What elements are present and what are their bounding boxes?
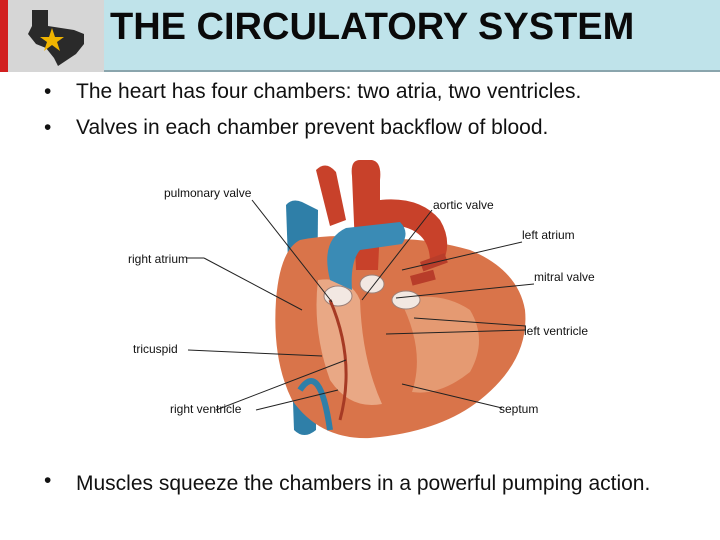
label-septum: septum: [499, 402, 539, 416]
bullet-marker: •: [44, 80, 52, 103]
label-pulmonary-valve: pulmonary valve: [164, 186, 252, 200]
bullet-marker: •: [44, 116, 52, 139]
label-left-ventricle: left ventricle: [524, 324, 589, 338]
label-left-atrium: left atrium: [522, 228, 575, 242]
valve: [360, 275, 384, 293]
bullet-marker: •: [44, 469, 52, 492]
heart-body: [275, 236, 525, 438]
label-tricuspid: tricuspid: [133, 342, 178, 356]
valve: [392, 291, 420, 309]
aortic-branch: [316, 165, 346, 226]
label-mitral-valve: mitral valve: [534, 270, 595, 284]
label-right-atrium: right atrium: [128, 252, 189, 266]
bullet-text: The heart has four chambers: two atria, two ventricles.: [76, 80, 582, 103]
label-aortic-valve: aortic valve: [433, 198, 494, 212]
valve: [324, 286, 352, 306]
slide-title: THE CIRCULATORY SYSTEM: [110, 6, 635, 48]
bullet-text: Valves in each chamber prevent backflow of blood.: [76, 116, 549, 139]
label-right-ventricle: right ventricle: [170, 402, 242, 416]
bullet-text: Muscles squeeze the chambers in a powerful pumping action.: [76, 472, 651, 495]
